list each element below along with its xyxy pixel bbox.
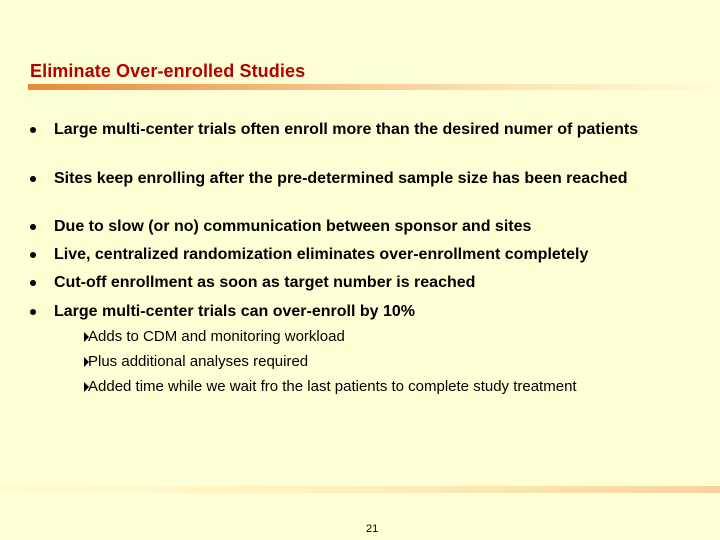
bullet-text: Live, centralized randomization eliminates over-enrollment completely (54, 246, 589, 263)
footer-divider (0, 486, 720, 493)
sub-bullet-text: Plus additional analyses required (88, 353, 309, 370)
bullet-dot-icon (30, 127, 36, 133)
page-number: 21 (366, 523, 379, 535)
bullet-text: Sites keep enrolling after the pre-determined sample size has been reached (54, 170, 628, 187)
bullet-dot-icon (30, 309, 36, 315)
bullet-text: Cut-off enrollment as soon as target number is reached (54, 274, 476, 291)
bullet-text: Large multi-center trials often enroll more than the desired numer of patients (54, 121, 639, 138)
sub-bullet-text: Added time while we wait fro the last patients to complete study treatment (88, 378, 577, 395)
bullet-text: Large multi-center trials can over-enroll by 10% (54, 303, 416, 320)
sub-bullet-text: Adds to CDM and monitoring workload (88, 328, 345, 345)
slide-title: Eliminate Over-enrolled Studies (30, 61, 306, 81)
bullet-dot-icon (30, 176, 36, 182)
bullet-dot-icon (30, 280, 36, 286)
title-divider (28, 84, 720, 90)
bullet-dot-icon (30, 252, 36, 258)
bullet-dot-icon (30, 224, 36, 230)
bullet-text: Due to slow (or no) communication between sponsor and sites (54, 218, 532, 235)
